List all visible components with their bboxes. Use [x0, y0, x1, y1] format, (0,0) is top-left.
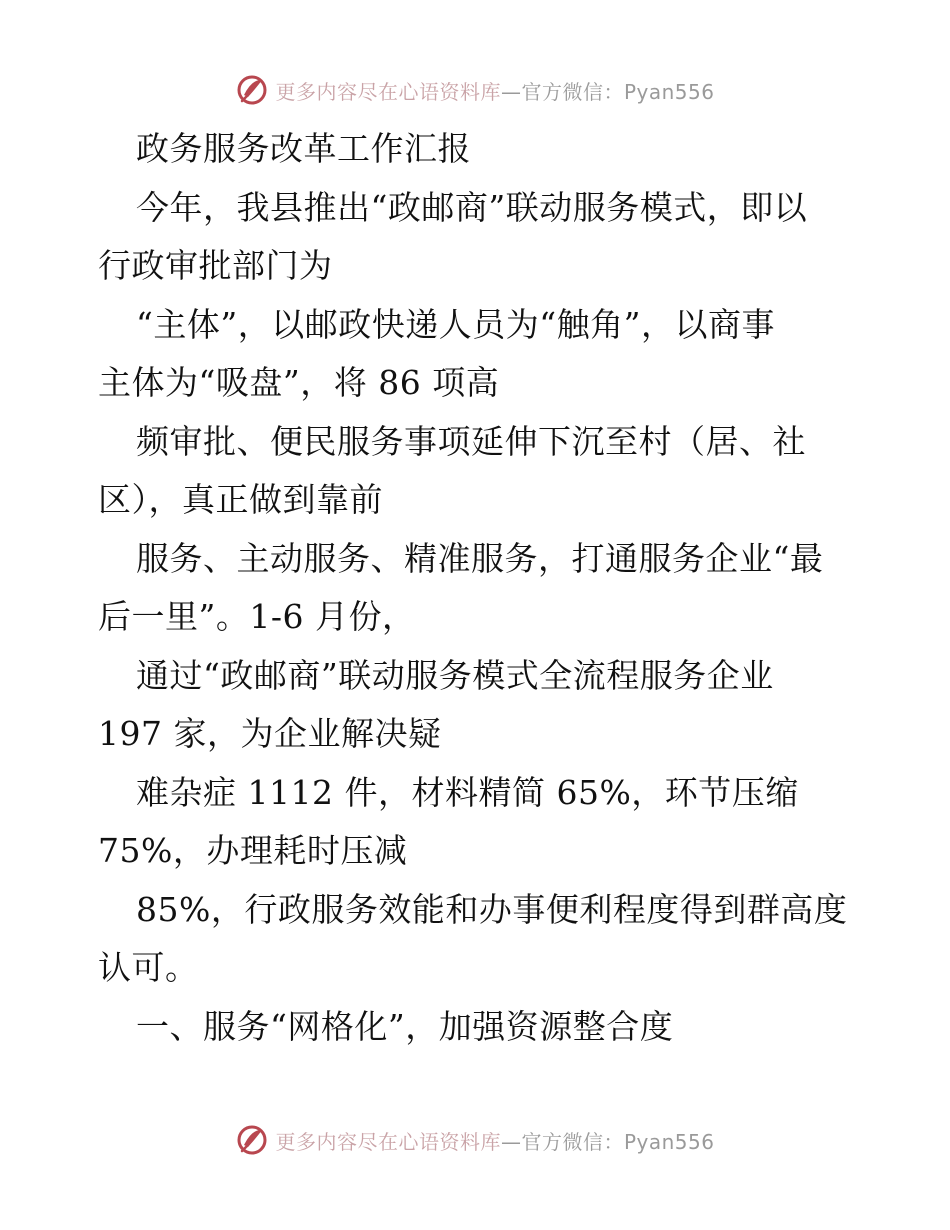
paragraph-line: 后一里”。1-6 月份，: [98, 597, 416, 636]
footer-watermark-wechat: —官方微信：Pyan556: [500, 1129, 715, 1154]
paragraph-line: 行政审批部门为: [98, 246, 333, 285]
header-watermark-wechat: —官方微信：Pyan556: [500, 79, 715, 104]
footer-watermark-site: 更多内容尽在心语资料库: [275, 1129, 501, 1154]
quill-seal-icon: [235, 1123, 269, 1157]
paragraph-line: 主体为“吸盘”，将 86 项高: [98, 363, 500, 402]
header-watermark-text: [275, 76, 714, 105]
paragraph-line: 一、服务“网格化”，加强资源整合度: [136, 1006, 674, 1046]
footer-watermark-text: [275, 1126, 714, 1155]
document-title: 政务服务改革工作汇报: [136, 129, 471, 168]
paragraph-line: 197 家，为企业解决疑: [98, 714, 442, 753]
paragraph-line: 通过“政邮商”联动服务模式全流程服务企业: [136, 655, 774, 695]
paragraph-line: 频审批、便民服务事项延伸下沉至村（居、社: [136, 421, 806, 461]
footer-watermark-banner: [0, 1120, 950, 1160]
paragraph-line: 服务、主动服务、精准服务，打通服务企业“最: [136, 538, 824, 578]
paragraph-line: 难杂症 1112 件，材料精简 65%，环节压缩: [136, 772, 799, 812]
paragraph-line: 今年，我县推出“政邮商”联动服务模式，即以: [136, 187, 808, 227]
paragraph-line: 85%，行政服务效能和办事便利程度得到群高度: [136, 889, 848, 929]
paragraph-line: “主体”，以邮政快递人员为“触角”，以商事: [136, 304, 775, 344]
quill-seal-icon: [235, 73, 269, 107]
paragraph-line: 认可。: [98, 948, 199, 987]
paragraph-line: 75%，办理耗时压减: [98, 831, 408, 870]
header-watermark-banner: [0, 70, 950, 110]
header-watermark-site: 更多内容尽在心语资料库: [275, 79, 501, 104]
paragraph-line: 区），真正做到靠前: [98, 480, 383, 519]
document-body: [98, 120, 858, 1056]
